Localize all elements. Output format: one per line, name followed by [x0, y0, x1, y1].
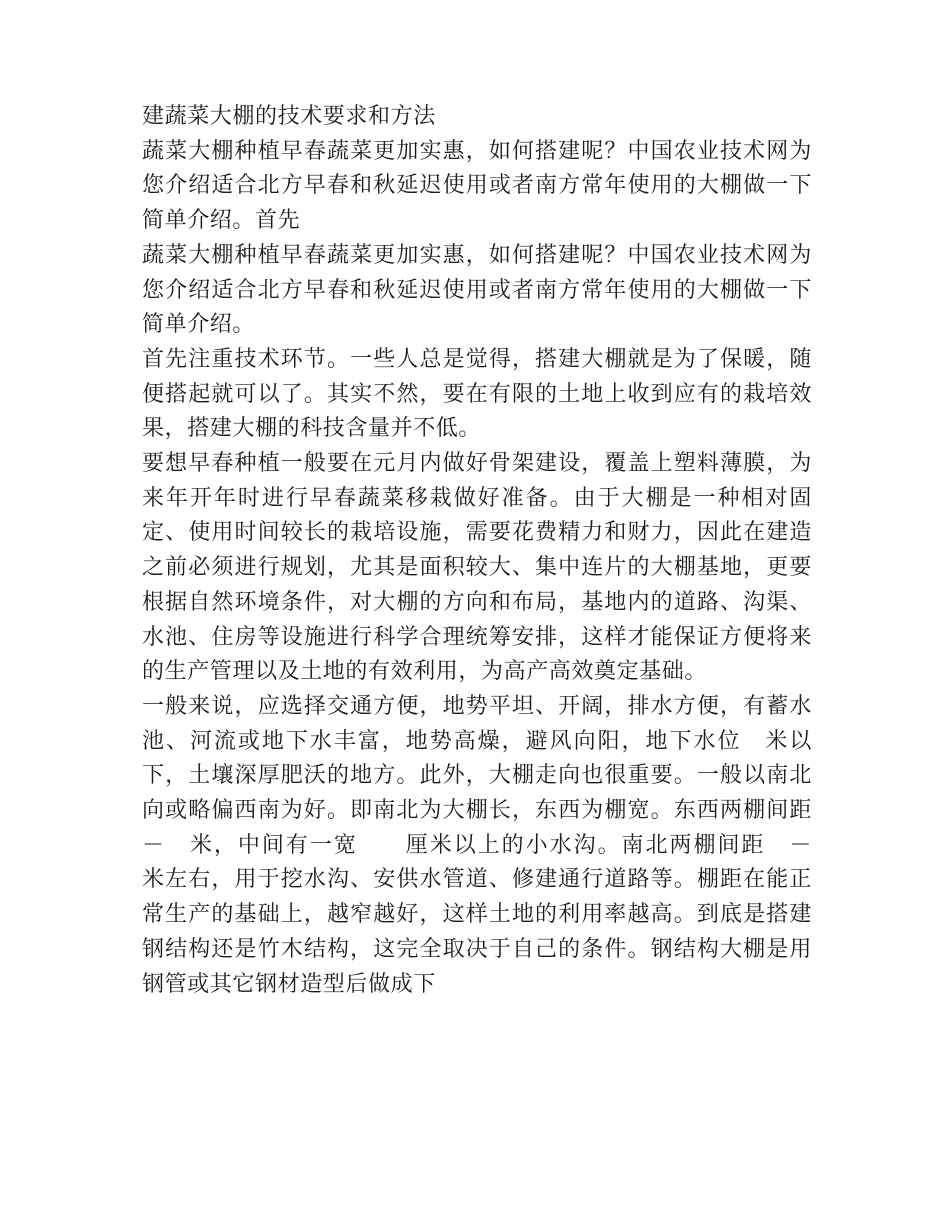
paragraph-site-selection: 一般来说，应选择交通方便，地势平坦、开阔，排水方便，有蓄水池、河流或地下水丰富，地势高燥，避风向阳，地下水位 米以下，土壤深厚肥沃的地方。此外，大棚走向也很重要。一般以南北向或略偏西南为好。即南北为大棚长，东西为棚宽。东西两棚间距 － 米，中间有一宽 厘米以上的小水沟。南北两棚间距 － 米左右，用于挖水沟、安供水管道、修建通行道路等。棚距在能正常生产的基础上，越窄越好，这样土地的利用率越高。到底是搭建钢结构还是竹木结构，这完全取决于自己的条件。钢结构大棚是用钢管或其它钢材造型后做成下 [142, 693, 858, 997]
document-page [142, 100, 858, 1002]
paragraph-technical-focus: 首先注重技术环节。一些人总是觉得，搭建大棚就是为了保暖，随便搭起就可以了。其实不然，要在有限的土地上收到应有的栽培效果，搭建大棚的科技含量并不低。 [142, 346, 812, 442]
document-title: 建蔬菜大棚的技术要求和方法 [142, 104, 436, 129]
paragraph-intro: 蔬菜大棚种植早春蔬菜更加实惠，如何搭建呢？中国农业技术网为您介绍适合北方早春和秋延迟使用或者南方常年使用的大棚做一下简单介绍。 [142, 242, 812, 338]
paragraph-planning: 要想早春种植一般要在元月内做好骨架建设，覆盖上塑料薄膜，为来年开年时进行早春蔬菜移栽做好准备。由于大棚是一种相对固定、使用时间较长的栽培设施，需要花费精力和财力，因此在建造之前必须进行规划，尤其是面积较大、集中连片的大棚基地，更要根据自然环境条件，对大棚的方向和布局，基地内的道路、沟渠、水池、住房等设施进行科学合理统筹安排，这样才能保证方便将来的生产管理以及土地的有效利用，为高产高效奠定基础。 [142, 451, 812, 685]
paragraph-intro-excerpt: 蔬菜大棚种植早春蔬菜更加实惠，如何搭建呢？中国农业技术网为您介绍适合北方早春和秋延迟使用或者南方常年使用的大棚做一下简单介绍。首先 [142, 138, 812, 234]
